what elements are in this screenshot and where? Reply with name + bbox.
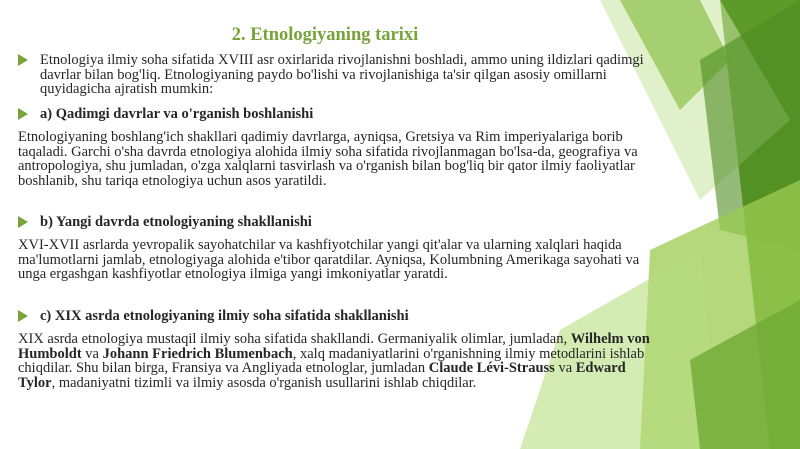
section-text-c: XIX asrda etnologiya mustaqil ilmiy soha sifatida shakllandi. Germaniyalik olimlar, jumladan, Wilhelm von Humboldt va Johann Friedrich Blumenbach, xalq madaniyatlarini o'rganishning ilmiy metodlarini ishlab chiqdilar. Shu bilan birga, Fransiya va Angliyada etnologlar, jumladan Claude Lévi-Strauss va Edward Tylor, madaniyatni tizimli va ilmiy asosda o'rganish usullarini ishlab chiqdilar. (18, 331, 650, 391)
name-tylor: Edward Tylor (18, 360, 626, 391)
section-heading-b: b) Yangi davrda etnologiyaning shakllanishi (18, 215, 658, 230)
section-text-b: XVI-XVII asrlarda yevropalik sayohatchilar va kashfiyotchilar yangi qit'alar va ularning xalqlari haqida ma'lumotlarni jamlab, etnologiyaga alohida e'tibor qaratdilar. Ayniqsa, Kolumbning Amerikaga sayohati va unga ergashgan kashfiyotlar etnologiya ilmiga yangi imkoniyatlar yaratdi. (18, 237, 640, 283)
bullet-arrow-icon (18, 310, 28, 322)
name-blumenbach: Johann Friedrich Blumenbach (102, 345, 293, 362)
name-humboldt: Wilhelm von Humboldt (18, 331, 650, 362)
slide-title: 2. Etnologiyaning tarixi (231, 25, 419, 45)
section-heading-a: a) Qadimgi davrlar va o'rganish boshlanishi (18, 107, 658, 122)
section-heading-c: c) XIX asrda etnologiyaning ilmiy soha sifatida shakllanishi (18, 309, 658, 324)
bullet-arrow-icon (18, 108, 28, 120)
bullet-arrow-icon (18, 216, 28, 228)
section-text-a: Etnologiyaning boshlang'ich shakllari qadimiy davrlarga, ayniqsa, Gretsiya va Rim imperiyalariga borib taqaladi. Garchi o'sha davrda etnologiya alohida ilmiy soha sifatida rivojlanmagan bo'lsa-da, geografiya va antropologiya, shu jumladan, o'zga xalqlarni tasvirlash va o'rganish bilan bog'liq bir qator ilmiy faoliyatlar boshlanib, shu tariqa etnologiya uchun asos yaratildi. (18, 129, 638, 189)
intro-bullet (18, 53, 658, 97)
name-levi-strauss: Claude Lévi-Strauss (428, 360, 555, 377)
intro-text: Etnologiya ilmiy soha sifatida XVIII asr oxirlarida rivojlanishni boshladi, ammo uning ildizlari qadimgi davrlar bilan bog'liq. Etnologiyaning paydo bo'lishi va rivojlanishiga ta'sir qilgan asosiy omillarni quyidagicha ajratish mumkin: (40, 52, 644, 98)
bullet-arrow-icon (18, 54, 28, 66)
